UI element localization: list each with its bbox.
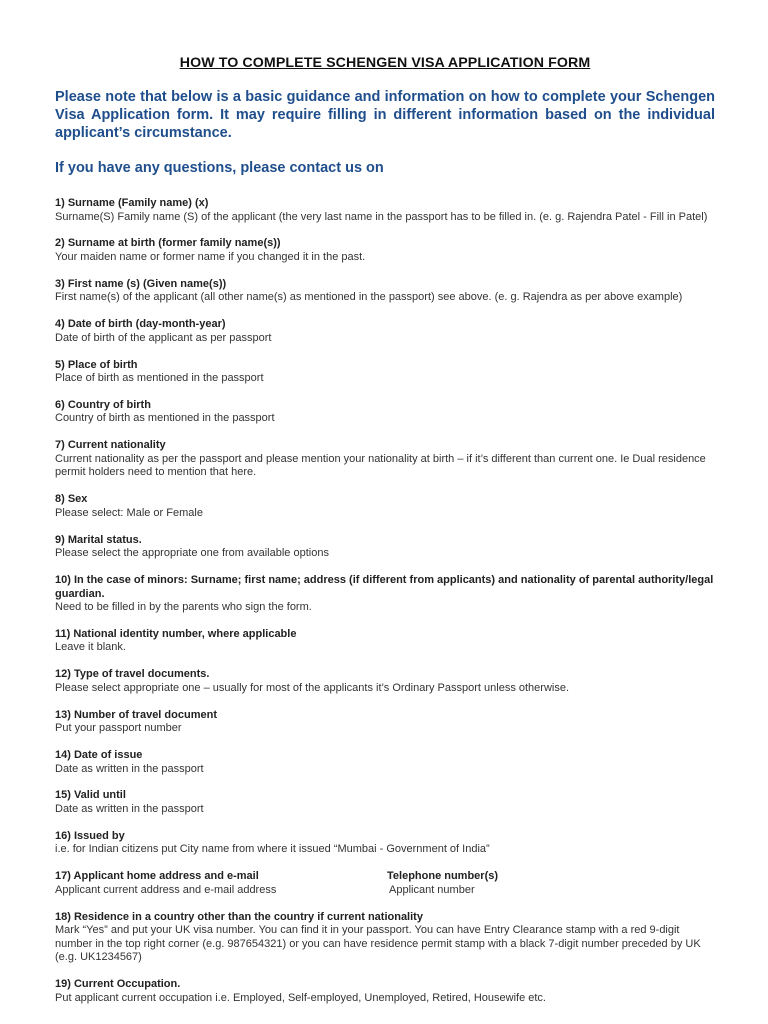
phone-heading: Telephone number(s): [387, 870, 499, 883]
item-heading: 15) Valid until: [55, 789, 126, 802]
item-text: Please select appropriate one – usually for most of the applicants it’s Ordinary Passport unless otherwise.: [55, 681, 570, 694]
item-text: Put your passport number: [55, 722, 182, 735]
item-heading: 11) National identity number, where applicable: [55, 627, 297, 640]
item-text: Date of birth of the applicant as per passport: [55, 331, 272, 344]
instruction-list: [55, 197, 715, 1005]
list-item: [55, 789, 715, 816]
document-title: HOW TO COMPLETE SCHENGEN VISA APPLICATION FORM: [179, 55, 591, 71]
item-text: Date as written in the passport: [55, 802, 204, 815]
list-item: [55, 668, 715, 695]
list-item: [55, 534, 715, 561]
list-item: [55, 709, 715, 736]
item-text: i.e. for Indian citizens put City name from where it issued “Mumbai - Government of India”: [55, 843, 490, 856]
guidance-notice: Please note that below is a basic guidance and information on how to complete your Schengen Visa Application form. It may require filling in different information based on the individual applicant’s circumstance.: [55, 89, 715, 141]
item-heading: 1) Surname (Family name) (x): [55, 197, 209, 209]
list-item: [55, 197, 715, 224]
item-heading: 17) Applicant home address and e-mail: [55, 870, 259, 883]
list-item-address-phone: [55, 870, 715, 897]
item-text: Applicant current address and e-mail address: [55, 883, 277, 896]
item-heading: 19) Current Occupation.: [55, 978, 181, 991]
item-text: Date as written in the passport: [55, 762, 204, 775]
item-heading: 14) Date of issue: [55, 749, 143, 762]
item-heading: 10) In the case of minors: Surname; first name; address (if different from applicants) and nationality of parental authority/legal guardian.: [55, 574, 714, 600]
item-heading: 18) Residence in a country other than the country if current nationality: [55, 910, 423, 923]
phone-column: [387, 870, 715, 897]
item-text: Leave it blank.: [55, 641, 126, 654]
list-item: [55, 830, 715, 857]
item-text: Surname(S) Family name (S) of the applicant (the very last name in the passport has to be filled in. (e. g. Rajendra Patel - Fill in Patel): [55, 210, 708, 223]
list-item: [55, 628, 715, 655]
list-item: [55, 911, 715, 965]
item-heading: 13) Number of travel document: [55, 708, 217, 721]
item-text: Your maiden name or former name if you changed it in the past.: [55, 250, 366, 263]
phone-text: Applicant number: [389, 883, 475, 896]
list-item: [55, 399, 715, 426]
list-item: [55, 574, 715, 615]
item-heading: 8) Sex: [55, 493, 88, 506]
list-item: [55, 493, 715, 520]
list-item: [55, 278, 715, 305]
item-heading: 2) Surname at birth (former family name(s)): [55, 237, 281, 250]
list-item: [55, 359, 715, 386]
address-column: [55, 870, 387, 897]
item-heading: 6) Country of birth: [55, 398, 151, 411]
item-heading: 3) First name (s) (Given name(s)): [55, 277, 227, 290]
item-text: Please select: Male or Female: [55, 506, 203, 519]
item-heading: 16) Issued by: [55, 829, 125, 842]
contact-line: If you have any questions, please contact us on: [55, 160, 384, 176]
item-heading: 7) Current nationality: [55, 439, 166, 452]
item-heading: 12) Type of travel documents.: [55, 668, 210, 681]
item-text: First name(s) of the applicant (all other name(s) as mentioned in the passport) see above. (e. g. Rajendra as per above example): [55, 291, 683, 304]
item-heading: 4) Date of birth (day-month-year): [55, 318, 226, 331]
list-item: [55, 439, 715, 480]
list-item: [55, 978, 715, 1005]
item-text: Need to be filled in by the parents who sign the form.: [55, 601, 312, 614]
list-item: [55, 749, 715, 776]
item-text: Please select the appropriate one from available options: [55, 547, 329, 560]
list-item: [55, 318, 715, 345]
item-heading: 9) Marital status.: [55, 533, 142, 546]
list-item: [55, 237, 715, 264]
item-text: Put applicant current occupation i.e. Employed, Self-employed, Unemployed, Retired, Housewife etc.: [55, 991, 546, 1004]
item-heading: 5) Place of birth: [55, 358, 138, 371]
document-page: [55, 0, 715, 1018]
item-text: Place of birth as mentioned in the passport: [55, 372, 264, 385]
item-text: Country of birth as mentioned in the passport: [55, 412, 275, 425]
item-text: Mark “Yes” and put your UK visa number. You can find it in your passport. You can have Entry Clearance stamp with a red 9-digit number in the top right corner (e.g. 987654321) or you can have residence permit stamp with a black 7-digit number preceded by UK (e.g. UK1234567): [55, 924, 701, 964]
item-text: Current nationality as per the passport and please mention your nationality at birth – if it’s different than current one. Ie Dual residence permit holders need to mention that here.: [55, 452, 706, 479]
